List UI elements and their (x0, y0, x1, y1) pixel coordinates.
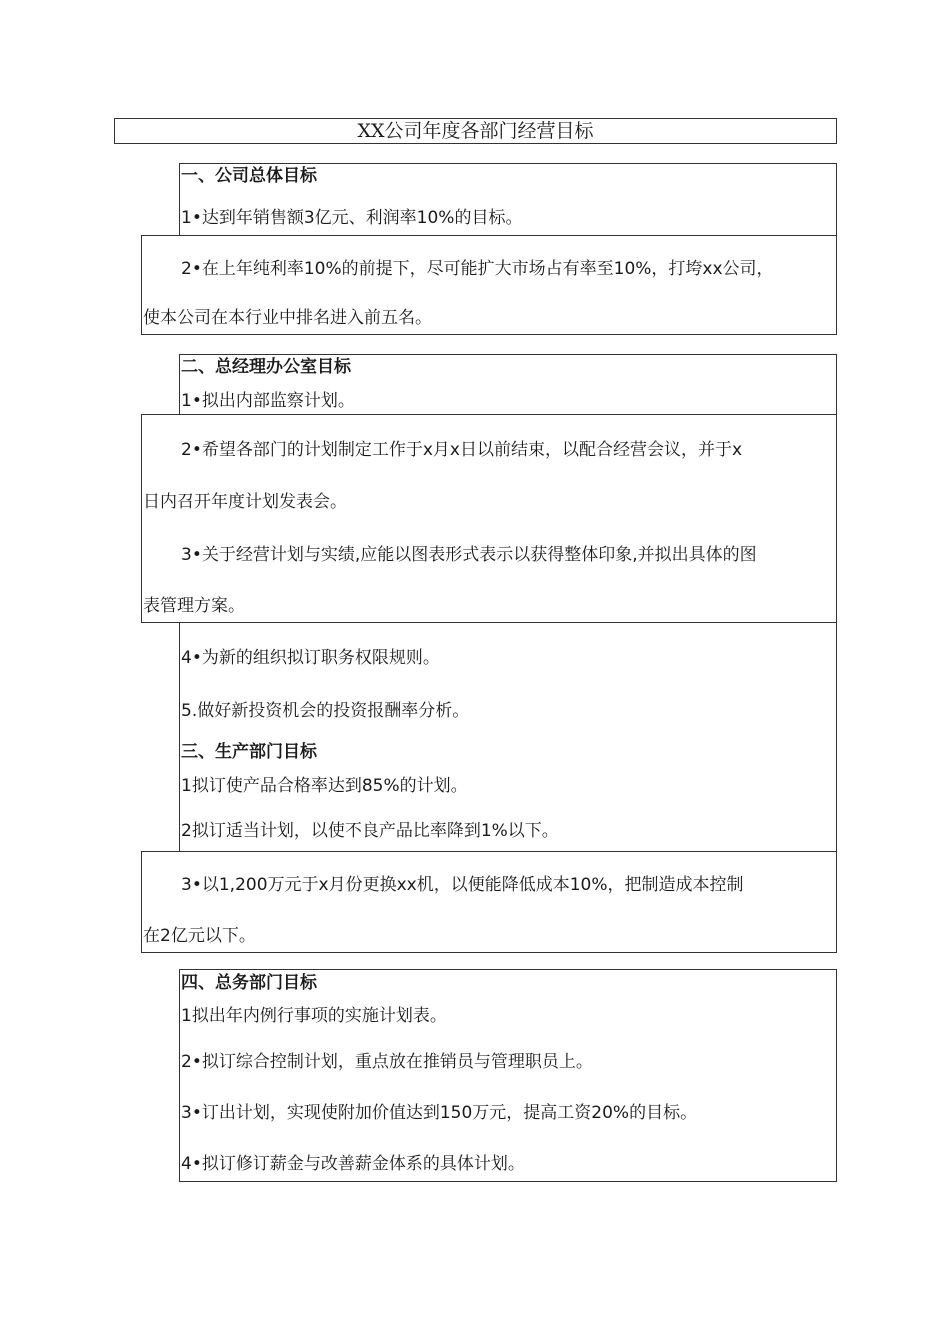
section2-item3-line2: 表管理方案。 (143, 596, 245, 616)
section4-item1: 1拟出年内例行事项的实施计划表。 (181, 1006, 447, 1026)
section3-item2: 2拟订适当计划，以使不良产品比率降到1%以下。 (181, 821, 559, 841)
section2-item5: 5.做好新投资机会的投资报酬率分析。 (181, 701, 470, 721)
section1-item1: 1•达到年销售额3亿元、利润率10%的目标。 (181, 208, 523, 228)
section3-heading: 三、生产部门目标 (181, 742, 317, 762)
section2-item2-line2: 日内召开年度计划发表会。 (143, 492, 347, 512)
section2-item4: 4•为新的组织拟订职务权限规则。 (181, 648, 440, 668)
section3-item3-line1: 3•以1,200万元于x月份更换xx机，以便能降低成本10%，把制造成本控制 (181, 875, 744, 895)
section4-item2: 2•拟订综合控制计划，重点放在推销员与管理职员上。 (181, 1052, 593, 1072)
page-title: XX公司年度各部门经营目标 (357, 120, 594, 142)
section4-item4: 4•拟订修订薪金与改善薪金体系的具体计划。 (181, 1154, 525, 1174)
section3-item1: 1拟订使产品合格率达到85%的计划。 (181, 776, 468, 796)
section1-heading: 一、公司总体目标 (181, 166, 317, 186)
section2-item3-line1: 3•关于经营计划与实绩,应能以图表形式表示以获得整体印象,并拟出具体的图 (181, 545, 757, 565)
section3-item3-line2: 在2亿元以下。 (143, 926, 256, 946)
section4-item3: 3•订出计划，实现使附加价值达到150万元，提高工资20%的目标。 (181, 1103, 698, 1123)
section1-item2-line1: 2•在上年纯利率10%的前提下，尽可能扩大市场占有率至10%，打垮xx公司， (181, 259, 774, 279)
section2-heading: 二、总经理办公室目标 (181, 357, 351, 377)
section4-box (179, 969, 837, 1182)
section1-item2-line2: 使本公司在本行业中排名进入前五名。 (143, 308, 432, 328)
section2-item1: 1•拟出内部监察计划。 (181, 391, 355, 411)
section4-heading: 四、总务部门目标 (181, 973, 317, 993)
section2-item2-line1: 2•希望各部门的计划制定工作于x月x日以前结束，以配合经营会议，并于x (181, 440, 743, 460)
